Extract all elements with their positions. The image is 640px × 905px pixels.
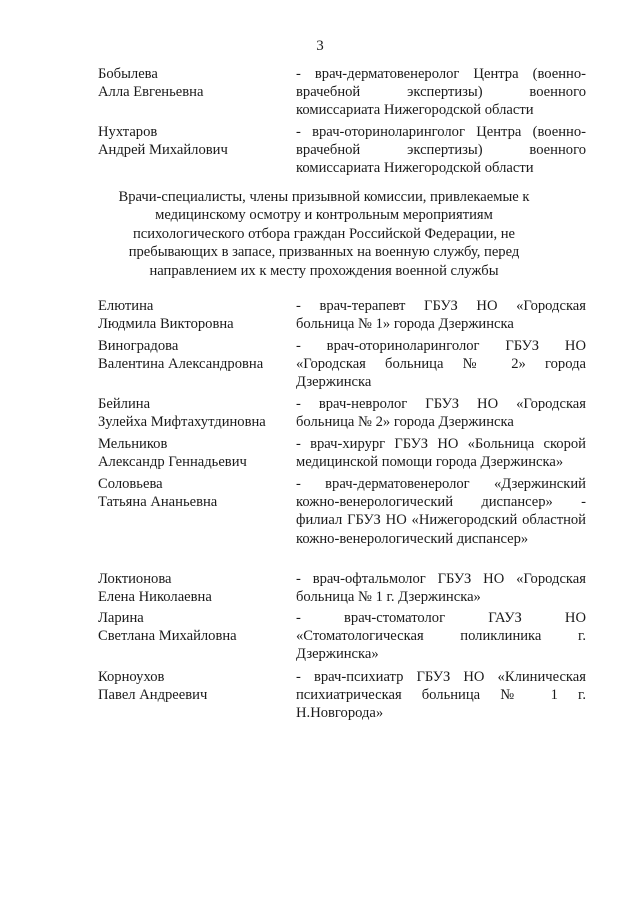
member-name	[98, 570, 288, 606]
member-surname: Нухтаров	[98, 124, 158, 140]
member-role: - врач-психиатр ГБУЗ НО «Клиническая психиатрическая больница № 1 г. Н.Новгорода»	[296, 669, 586, 722]
member-role: - врач-стоматолог ГАУЗ НО «Стоматологическая поликлиника г. Дзержинска»	[296, 610, 586, 663]
member-name	[98, 395, 288, 431]
member-role: - врач-невролог ГБУЗ НО «Городская больница № 2» города Дзержинска	[296, 396, 586, 431]
member-surname: Соловьева	[98, 476, 163, 492]
member-name	[98, 65, 288, 101]
member-role: - врач-терапевт ГБУЗ НО «Городская больница № 1» города Дзержинска	[296, 298, 586, 333]
member-given-names: Зулейха Мифтахутдиновна	[98, 414, 266, 431]
member-given-names: Валентина Александровна	[98, 356, 264, 373]
member-given-names: Павел Андреевич	[98, 687, 208, 704]
member-name	[98, 435, 288, 471]
member-given-names: Татьяна Ананьевна	[98, 494, 218, 511]
member-given-names: Алла Евгеньевна	[98, 84, 204, 101]
member-surname: Корноухов	[98, 669, 165, 685]
member-given-names: Александр Геннадьевич	[98, 454, 247, 471]
member-surname: Локтионова	[98, 571, 172, 587]
member-role: - врач-оториноларинголог Центра (военно-врачебной экспертизы) военного комиссариата Нижегородской области	[296, 124, 586, 177]
member-role: - врач-оториноларинголог ГБУЗ НО «Городская больница № 2» города Дзержинска	[296, 338, 586, 391]
member-role: - врач-дерматовенеролог Центра (военно-врачебной экспертизы) военного комиссариата Нижегородской области	[296, 66, 586, 119]
member-name	[98, 609, 288, 645]
member-given-names: Светлана Михайловна	[98, 628, 237, 645]
member-given-names: Елена Николаевна	[98, 589, 212, 606]
member-surname: Ларина	[98, 610, 144, 626]
member-surname: Бобылева	[98, 66, 158, 82]
member-role: - врач-офтальмолог ГБУЗ НО «Городская больница № 1 г. Дзержинска»	[296, 571, 586, 606]
member-surname: Бейлина	[98, 396, 151, 412]
member-name	[98, 297, 288, 333]
member-name	[98, 123, 288, 159]
page-number: 3	[316, 38, 324, 54]
member-surname: Елютина	[98, 298, 154, 314]
member-surname: Мельников	[98, 436, 168, 452]
member-name	[98, 337, 288, 373]
member-name	[98, 668, 288, 704]
member-role: - врач-дерматовенеролог «Дзержинский кожно-венерологический диспансер» - филиал ГБУЗ НО «Нижегородский областной кожно-венерологический диспансер»	[296, 476, 586, 547]
member-name	[98, 475, 288, 511]
member-given-names: Андрей Михайлович	[98, 142, 228, 159]
member-role: - врач-хирург ГБУЗ НО «Больница скорой медицинской помощи города Дзержинска»	[296, 436, 586, 471]
section-heading: Врачи-специалисты, члены призывной комиссии, привлекаемые к медицинскому осмотру и контрольным мероприятиям психологического отбора граждан Российской Федерации, не пребывающих в запасе, призванных на военную службу, перед направлением их к месту прохождения военной службы	[118, 189, 530, 279]
member-given-names: Людмила Викторовна	[98, 316, 234, 333]
member-surname: Виноградова	[98, 338, 179, 354]
